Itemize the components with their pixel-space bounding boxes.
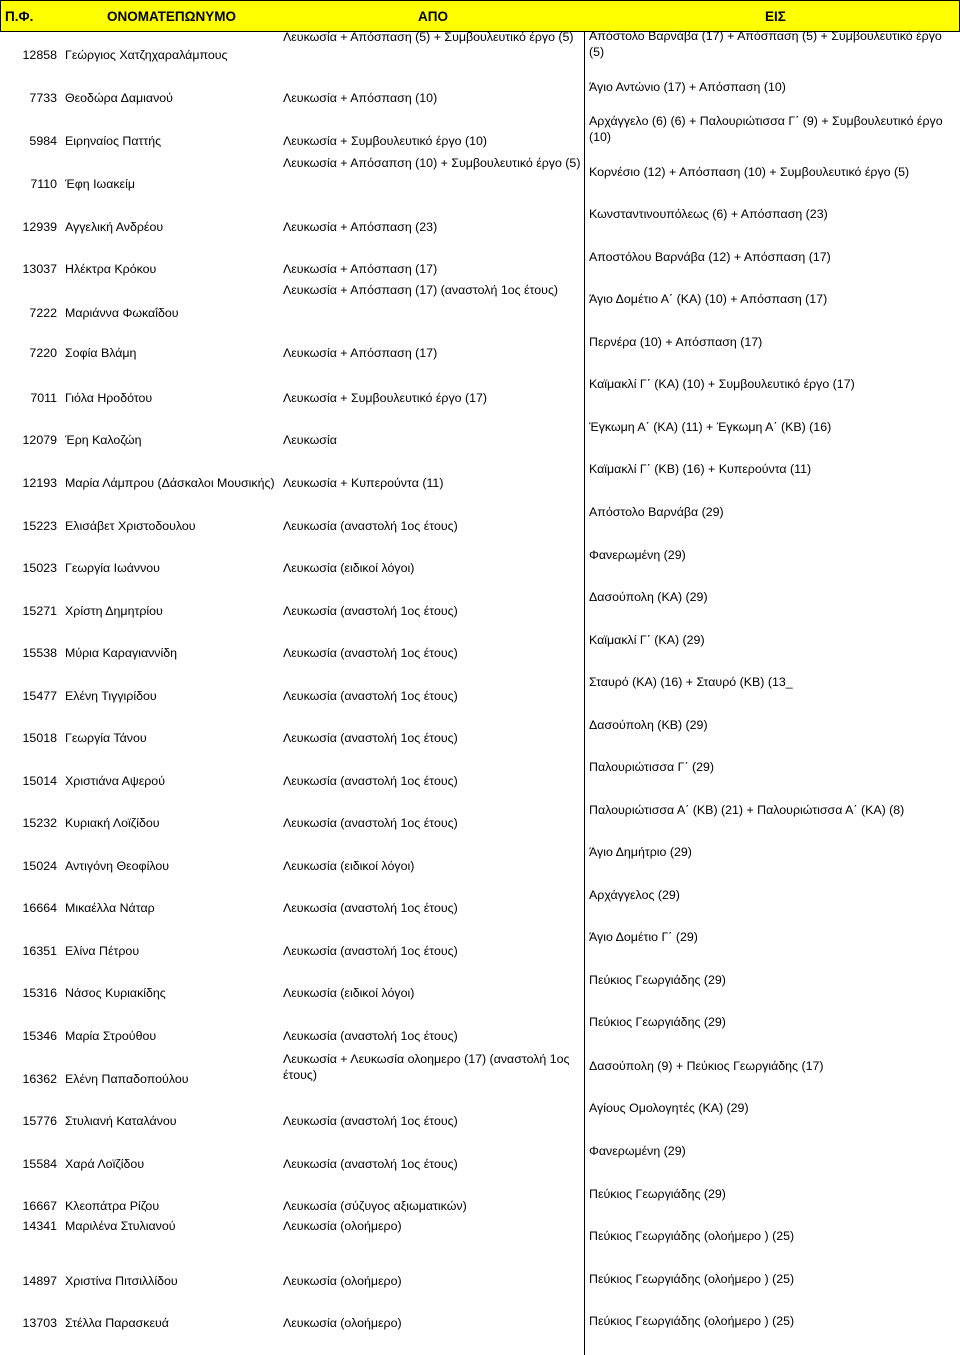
cell-pf: 14341 bbox=[22, 1219, 57, 1233]
cell-from: Λευκωσία + Απόσπαση (17) bbox=[283, 262, 438, 276]
cell-name: Σοφία Βλάμη bbox=[65, 346, 137, 360]
cell-from: Λευκωσία (αναστολή 1ος έτους) bbox=[283, 774, 458, 788]
cell-to: Απόστολο Βαρνάβα (29) bbox=[589, 505, 724, 519]
cell-from: Λευκωσία (αναστολή 1ος έτους) bbox=[283, 604, 458, 618]
cell-name: Γιόλα Ηροδότου bbox=[65, 391, 153, 405]
cell-pf: 15023 bbox=[22, 561, 57, 575]
cell-name: Μαριάννα Φωκαΐδου bbox=[65, 306, 179, 320]
cell-to: Αρχάγγελος (29) bbox=[589, 888, 680, 902]
cell-from: Λευκωσία (ειδικοί λόγοι) bbox=[283, 859, 415, 873]
cell-to: Δασούπολη (ΚΑ) (29) bbox=[589, 590, 708, 604]
cell-to: Καϊμακλί Γ΄ (ΚΑ) (10) + Συμβουλευτικό έργο (17) bbox=[589, 377, 855, 391]
cell-to: Πεύκιος Γεωργιάδης (29) bbox=[589, 1187, 726, 1201]
cell-name: Χρίστη Δημητρίου bbox=[65, 604, 163, 618]
cell-pf: 15232 bbox=[22, 816, 57, 830]
cell-pf: 16664 bbox=[22, 901, 57, 915]
cell-from: Λευκωσία + Συμβουλευτικό έργο (17) bbox=[283, 391, 488, 405]
cell-to: Καϊμακλί Γ΄ (ΚΒ) (16) + Κυπερούντα (11) bbox=[589, 462, 812, 476]
cell-to: Σταυρό (ΚΑ) (16) + Σταυρό (ΚΒ) (13_ bbox=[589, 675, 793, 689]
cell-from: Λευκωσία + Απόσπαση (23) bbox=[283, 220, 438, 234]
cell-pf: 15584 bbox=[22, 1157, 57, 1171]
cell-pf: 7222 bbox=[29, 306, 57, 320]
cell-from: Λευκωσία (αναστολή 1ος έτους) bbox=[283, 1029, 458, 1043]
cell-name: Ελένη Παπαδοπούλου bbox=[65, 1072, 189, 1086]
cell-name: Μύρια Καραγιαννίδη bbox=[65, 646, 178, 660]
cell-from: Λευκωσία bbox=[283, 433, 337, 447]
cell-name: Κλεοπάτρα Ρίζου bbox=[65, 1199, 160, 1213]
cell-name: Θεοδώρα Δαμιανού bbox=[65, 91, 173, 105]
cell-to: Πεύκιος Γεωργιάδης (ολοήμερο ) (25) bbox=[589, 1229, 795, 1243]
cell-from: Λευκωσία + Απόσπαση (5) + Συμβουλευτικό έργο (5) bbox=[283, 30, 574, 44]
cell-to: Φανερωμένη (29) bbox=[589, 548, 686, 562]
cell-from: Λευκωσία (αναστολή 1ος έτους) bbox=[283, 1157, 458, 1171]
cell-to: Δασούπολη (ΚΒ) (29) bbox=[589, 718, 708, 732]
cell-to: Κωνσταντινουπόλεως (6) + Απόσπαση (23) bbox=[589, 207, 828, 221]
cell-name: Ηλέκτρα Κρόκου bbox=[65, 262, 157, 276]
cell-from: Λευκωσία (αναστολή 1ος έτους) bbox=[283, 944, 458, 958]
cell-name: Ελένη Τιγγιρίδου bbox=[65, 689, 157, 703]
cell-from: Λευκωσία (ειδικοί λόγοι) bbox=[283, 561, 415, 575]
cell-to: Πεύκιος Γεωργιάδης (29) bbox=[589, 973, 726, 987]
cell-pf: 16667 bbox=[22, 1199, 57, 1213]
cell-pf: 15018 bbox=[22, 731, 57, 745]
cell-to: Αρχάγγελο (6) (6) + Παλουριώτισσα Γ΄ (9) + Συμβουλευτικό έργο (10) bbox=[589, 114, 943, 144]
cell-name: Στέλλα Παρασκευά bbox=[65, 1316, 169, 1330]
cell-pf: 7011 bbox=[30, 391, 57, 405]
cell-name: Γεωργία Τάνου bbox=[65, 731, 147, 745]
cell-pf: 5984 bbox=[29, 134, 57, 148]
cell-to: Δασούπολη (9) + Πεύκιος Γεωργιάδης (17) bbox=[589, 1059, 824, 1073]
cell-name: Μικαέλλα Νάταρ bbox=[65, 901, 155, 915]
cell-name: Αντιγόνη Θεοφίλου bbox=[65, 859, 170, 873]
cell-from: Λευκωσία + Απόσπαση (17) bbox=[283, 346, 438, 360]
cell-from: Λευκωσία (σύζυγος αξιωματικών) bbox=[283, 1199, 467, 1213]
cell-from: Λευκωσία (αναστολή 1ος έτους) bbox=[283, 901, 458, 915]
cell-to: Απόστολο Βαρνάβα (17) + Απόσπαση (5) + Συμβουλευτικό έργο (5) bbox=[589, 29, 942, 59]
cell-to: Πεύκιος Γεωργιάδης (29) bbox=[589, 1015, 726, 1029]
column-divider bbox=[584, 32, 585, 1355]
cell-from: Λευκωσία + Κυπερούντα (11) bbox=[283, 476, 444, 490]
cell-pf: 12939 bbox=[22, 220, 57, 234]
cell-name: Έφη Ιωακείμ bbox=[65, 177, 135, 191]
cell-pf: 15316 bbox=[22, 986, 57, 1000]
cell-name: Μαρία Στρούθου bbox=[65, 1029, 157, 1043]
cell-pf: 15223 bbox=[22, 519, 57, 533]
cell-name: Ειρηναίος Παττής bbox=[65, 134, 162, 148]
cell-to: Αποστόλου Βαρνάβα (12) + Απόσπαση (17) bbox=[589, 250, 831, 264]
cell-to: Παλουριώτισσα Γ΄ (29) bbox=[589, 760, 715, 774]
cell-pf: 15346 bbox=[22, 1029, 57, 1043]
cell-to: Έγκωμη Α΄ (ΚΑ) (11) + Έγκωμη Α΄ (ΚΒ) (16) bbox=[589, 420, 832, 434]
cell-pf: 13703 bbox=[22, 1316, 57, 1330]
cell-to: Κορνέσιο (12) + Απόσπαση (10) + Συμβουλευτικό έργο (5) bbox=[589, 165, 910, 179]
cell-name: Νάσος Κυριακίδης bbox=[65, 986, 166, 1000]
cell-name: Κυριακή Λοϊζίδου bbox=[65, 816, 160, 830]
cell-from: Λευκωσία (αναστολή 1ος έτους) bbox=[283, 646, 458, 660]
cell-name: Χριστιάνα Αψερού bbox=[65, 774, 165, 788]
cell-name: Μαριλένα Στυλιανού bbox=[65, 1219, 176, 1233]
cell-to: Άγιο Δομέτιο Γ΄ (29) bbox=[589, 930, 698, 944]
cell-name: Χριστίνα Πιτσιλλίδου bbox=[65, 1274, 178, 1288]
col-header-to: ΕΙΣ bbox=[765, 9, 786, 24]
cell-pf: 15477 bbox=[22, 689, 57, 703]
cell-from: Λευκωσία (ολοήμερο) bbox=[283, 1316, 402, 1330]
cell-to: Καϊμακλί Γ΄ (ΚΑ) (29) bbox=[589, 633, 705, 647]
cell-from: Λευκωσία + Απόσαπση (10) + Συμβουλευτικό έργο (5) bbox=[283, 156, 581, 170]
cell-to: Άγιο Αντώνιο (17) + Απόσπαση (10) bbox=[589, 80, 786, 94]
cell-to: Άγιο Δημήτριο (29) bbox=[589, 845, 692, 859]
cell-pf: 7110 bbox=[30, 177, 57, 191]
cell-pf: 15014 bbox=[22, 774, 57, 788]
cell-from: Λευκωσία + Συμβουλευτικό έργο (10) bbox=[283, 134, 488, 148]
cell-to: Αγίους Ομολογητές (ΚΑ) (29) bbox=[589, 1101, 749, 1115]
cell-pf: 7220 bbox=[29, 346, 57, 360]
cell-from: Λευκωσία (αναστολή 1ος έτους) bbox=[283, 519, 458, 533]
cell-pf: 7733 bbox=[29, 91, 57, 105]
cell-to: Πεύκιος Γεωργιάδης (ολοήμερο ) (25) bbox=[589, 1272, 795, 1286]
cell-to: Φανερωμένη (29) bbox=[589, 1144, 686, 1158]
cell-pf: 13037 bbox=[22, 262, 57, 276]
cell-name: Στυλιανή Καταλάνου bbox=[65, 1114, 177, 1128]
cell-to: Πεύκιος Γεωργιάδης (ολοήμερο ) (25) bbox=[589, 1314, 795, 1328]
col-header-pf: Π.Φ. bbox=[5, 9, 34, 24]
cell-pf: 16362 bbox=[22, 1072, 57, 1086]
col-header-from: ΑΠΟ bbox=[418, 9, 448, 24]
cell-from: Λευκωσία (ειδικοί λόγοι) bbox=[283, 986, 415, 1000]
cell-from: Λευκωσία + Απόσπαση (10) bbox=[283, 91, 438, 105]
cell-pf: 12858 bbox=[22, 48, 57, 62]
cell-from: Λευκωσία (ολοήμερο) bbox=[283, 1274, 402, 1288]
cell-name: Γεωργία Ιωάννου bbox=[65, 561, 160, 575]
cell-name: Χαρά Λοϊζίδου bbox=[65, 1157, 145, 1171]
cell-name: Αγγελική Ανδρέου bbox=[65, 220, 164, 234]
cell-pf: 15776 bbox=[22, 1114, 57, 1128]
cell-name: Ελίνα Πέτρου bbox=[65, 944, 140, 958]
cell-pf: 14897 bbox=[22, 1274, 57, 1288]
cell-name: Έρη Καλοζώη bbox=[65, 433, 142, 447]
cell-from: Λευκωσία (αναστολή 1ος έτους) bbox=[283, 1114, 458, 1128]
cell-to: Άγιο Δομέτιο Α΄ (ΚΑ) (10) + Απόσπαση (17) bbox=[589, 292, 828, 306]
cell-pf: 12079 bbox=[22, 433, 57, 447]
cell-name: Γεώργιος Χατζηχαραλάμπους bbox=[65, 48, 228, 62]
cell-pf: 12193 bbox=[22, 476, 57, 490]
cell-to: Παλουριώτισσα Α΄ (ΚΒ) (21) + Παλουριώτισσα Α΄ (ΚΑ) (8) bbox=[589, 803, 905, 817]
cell-from: Λευκωσία (αναστολή 1ος έτους) bbox=[283, 731, 458, 745]
col-header-name: ΟΝΟΜΑΤΕΠΩΝΥΜΟ bbox=[107, 9, 236, 24]
cell-from: Λευκωσία (αναστολή 1ος έτους) bbox=[283, 816, 458, 830]
cell-from: Λευκωσία + Απόσπαση (17) (αναστολή 1ος έτους) bbox=[283, 283, 559, 297]
cell-pf: 15024 bbox=[22, 859, 57, 873]
cell-from: Λευκωσία (ολοήμερο) bbox=[283, 1219, 402, 1233]
cell-from: Λευκωσία (αναστολή 1ος έτους) bbox=[283, 689, 458, 703]
cell-pf: 16351 bbox=[22, 944, 57, 958]
cell-pf: 15538 bbox=[22, 646, 57, 660]
cell-name: Μαρία Λάμπρου (Δάσκαλοι Μουσικής) bbox=[65, 476, 275, 490]
cell-from: Λευκωσία + Λευκωσία ολοημερο (17) (αναστολή 1ος έτους) bbox=[283, 1052, 570, 1082]
cell-pf: 15271 bbox=[22, 604, 57, 618]
cell-to: Περνέρα (10) + Απόσπαση (17) bbox=[589, 335, 763, 349]
cell-name: Ελισάβετ Χριστοδουλου bbox=[65, 519, 196, 533]
